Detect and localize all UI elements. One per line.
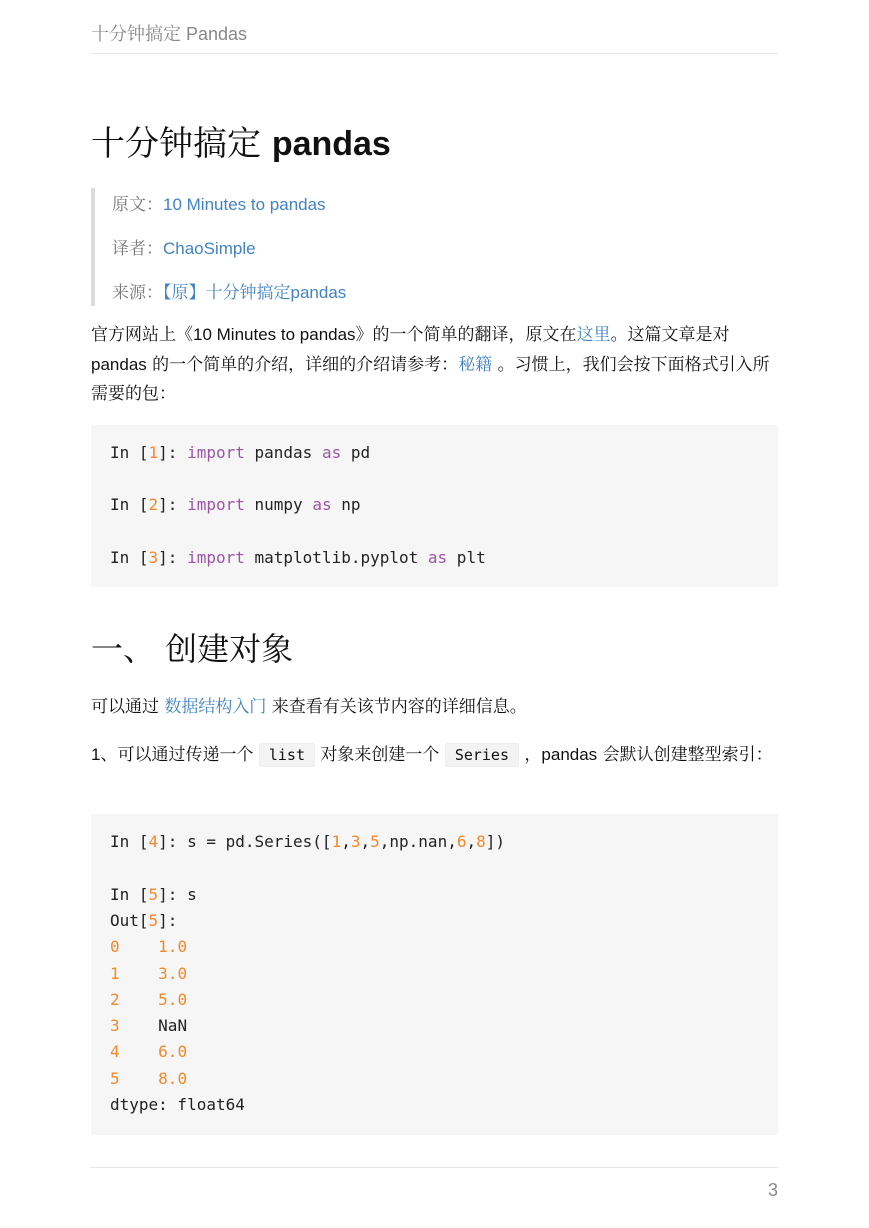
- code-line: [110, 443, 370, 462]
- code-token: 4: [148, 832, 159, 851]
- dtype-line: dtype: float64: [110, 1095, 245, 1114]
- code-token: ]): [485, 832, 506, 851]
- code-token: 5: [148, 885, 159, 904]
- code-token: ,: [466, 832, 477, 851]
- item-number: 1: [91, 745, 101, 764]
- code-line: [110, 832, 505, 851]
- intro-text-2: 10 Minutes to pandas: [193, 325, 356, 344]
- output-value: 5.0: [158, 990, 188, 1009]
- output-index: 3: [110, 1016, 120, 1035]
- title-latin: pandas: [271, 125, 391, 163]
- original-label: 原文：: [112, 195, 163, 215]
- source-label: 来源：: [112, 283, 163, 303]
- footer-divider: [91, 1167, 778, 1168]
- section-heading: 一、 创建对象: [91, 630, 294, 668]
- output-row: [110, 1016, 187, 1035]
- item-text-5: 会默认创建整型索引：: [597, 745, 773, 765]
- source-line: [112, 278, 346, 303]
- output-value: 6.0: [158, 1042, 188, 1061]
- code-line: [110, 548, 486, 567]
- output-row: [110, 990, 187, 1009]
- import-code-block: [91, 425, 778, 587]
- output-value: NaN: [158, 1016, 188, 1035]
- code-keyword: import: [187, 548, 245, 567]
- code-token: Out[: [110, 911, 149, 930]
- translator-line: [112, 234, 256, 259]
- code-token: ]:: [158, 495, 188, 514]
- inline-code-series: Series: [445, 743, 519, 767]
- code-token: ]: s = pd.Series([: [158, 832, 332, 851]
- code-token: ]:: [158, 548, 188, 567]
- code-number: 3: [350, 832, 361, 851]
- running-header: 十分钟搞定 Pandas: [91, 24, 248, 44]
- output-row: [110, 964, 187, 983]
- code-number: 6: [456, 832, 467, 851]
- translator-label: 译者：: [112, 239, 163, 259]
- section-intro-text-1: 可以通过: [91, 697, 165, 717]
- output-index: 0: [110, 937, 120, 956]
- series-code-block: [91, 814, 778, 1135]
- code-token: ]: s: [158, 885, 197, 904]
- code-token: 1: [148, 443, 159, 462]
- here-link[interactable]: 这里: [576, 325, 611, 345]
- code-token: In [: [110, 495, 149, 514]
- code-token: In [: [110, 885, 149, 904]
- item-text-1: 、可以通过传递一个: [100, 745, 259, 765]
- output-row: [110, 1042, 187, 1061]
- code-token: matplotlib.pyplot: [244, 548, 428, 567]
- item-1-paragraph: [91, 740, 778, 770]
- source-link-cjk: 【原】十分钟搞定: [163, 283, 291, 303]
- intro-text-4: 。这篇文章是对: [610, 325, 730, 345]
- source-link[interactable]: [163, 283, 346, 303]
- code-token: np: [331, 495, 361, 514]
- item-text-3: ，: [519, 745, 542, 765]
- data-structures-link[interactable]: 数据结构入门: [164, 697, 267, 717]
- item-text-2: 对象来创建一个: [315, 745, 445, 765]
- code-token: 2: [148, 495, 159, 514]
- page-number: 3: [767, 1180, 778, 1200]
- intro-paragraph: [91, 320, 778, 409]
- metadata-blockquote: [91, 188, 782, 306]
- section-intro-text-2: 来查看有关该节内容的详细信息。: [266, 697, 527, 717]
- code-token: numpy: [244, 495, 313, 514]
- code-token: plt: [447, 548, 486, 567]
- secret-link[interactable]: 秘籍: [458, 355, 493, 375]
- intro-text-5: pandas: [91, 355, 147, 374]
- code-keyword: import: [187, 495, 245, 514]
- code-token: 5: [148, 911, 159, 930]
- code-number: 8: [476, 832, 486, 851]
- output-index: 4: [110, 1042, 120, 1061]
- code-line: [110, 885, 197, 904]
- code-number: 5: [370, 832, 380, 851]
- code-keyword: as: [312, 495, 332, 514]
- title-cjk: 十分钟搞定: [91, 124, 272, 164]
- section-intro-paragraph: [91, 693, 778, 722]
- intro-text-7: 。习惯上，我们会按下面格式引入所需要的包：: [91, 355, 770, 404]
- code-token: In [: [110, 443, 149, 462]
- code-keyword: import: [187, 443, 245, 462]
- output-row: [110, 1069, 187, 1088]
- code-token: In [: [110, 548, 149, 567]
- code-token: ,: [360, 832, 371, 851]
- output-value: 8.0: [158, 1069, 188, 1088]
- code-token: ]:: [158, 911, 178, 930]
- output-value: 3.0: [158, 964, 188, 983]
- code-keyword: as: [321, 443, 342, 462]
- inline-code-list: list: [259, 743, 315, 767]
- code-keyword: as: [427, 548, 448, 567]
- output-index: 1: [110, 964, 120, 983]
- output-value: 1.0: [158, 937, 188, 956]
- code-token: ,: [341, 832, 351, 851]
- intro-text-3: 》的一个简单的翻译，原文在: [355, 325, 577, 345]
- code-number: 1: [331, 832, 342, 851]
- intro-text-6: 的一个简单的介绍，详细的介绍请参考：: [146, 355, 459, 375]
- original-link[interactable]: 10 Minutes to pandas: [163, 195, 326, 214]
- output-index: 2: [110, 990, 120, 1009]
- code-token: pandas: [244, 443, 322, 462]
- code-token: pd: [341, 443, 371, 462]
- source-link-latin: pandas: [290, 283, 347, 302]
- translator-link[interactable]: ChaoSimple: [163, 239, 256, 258]
- code-line: [110, 911, 177, 930]
- document-title: [91, 116, 391, 165]
- output-row: [110, 937, 187, 956]
- output-index: 5: [110, 1069, 120, 1088]
- code-token: In [: [110, 832, 149, 851]
- code-line: [110, 495, 360, 514]
- intro-text-1: 官方网站上《: [91, 325, 193, 345]
- code-token: ,np.nan,: [379, 832, 457, 851]
- original-line: [112, 190, 326, 215]
- header-divider: [91, 53, 778, 54]
- code-token: ]:: [158, 443, 188, 462]
- item-text-4: pandas: [541, 745, 598, 764]
- code-token: 3: [148, 548, 159, 567]
